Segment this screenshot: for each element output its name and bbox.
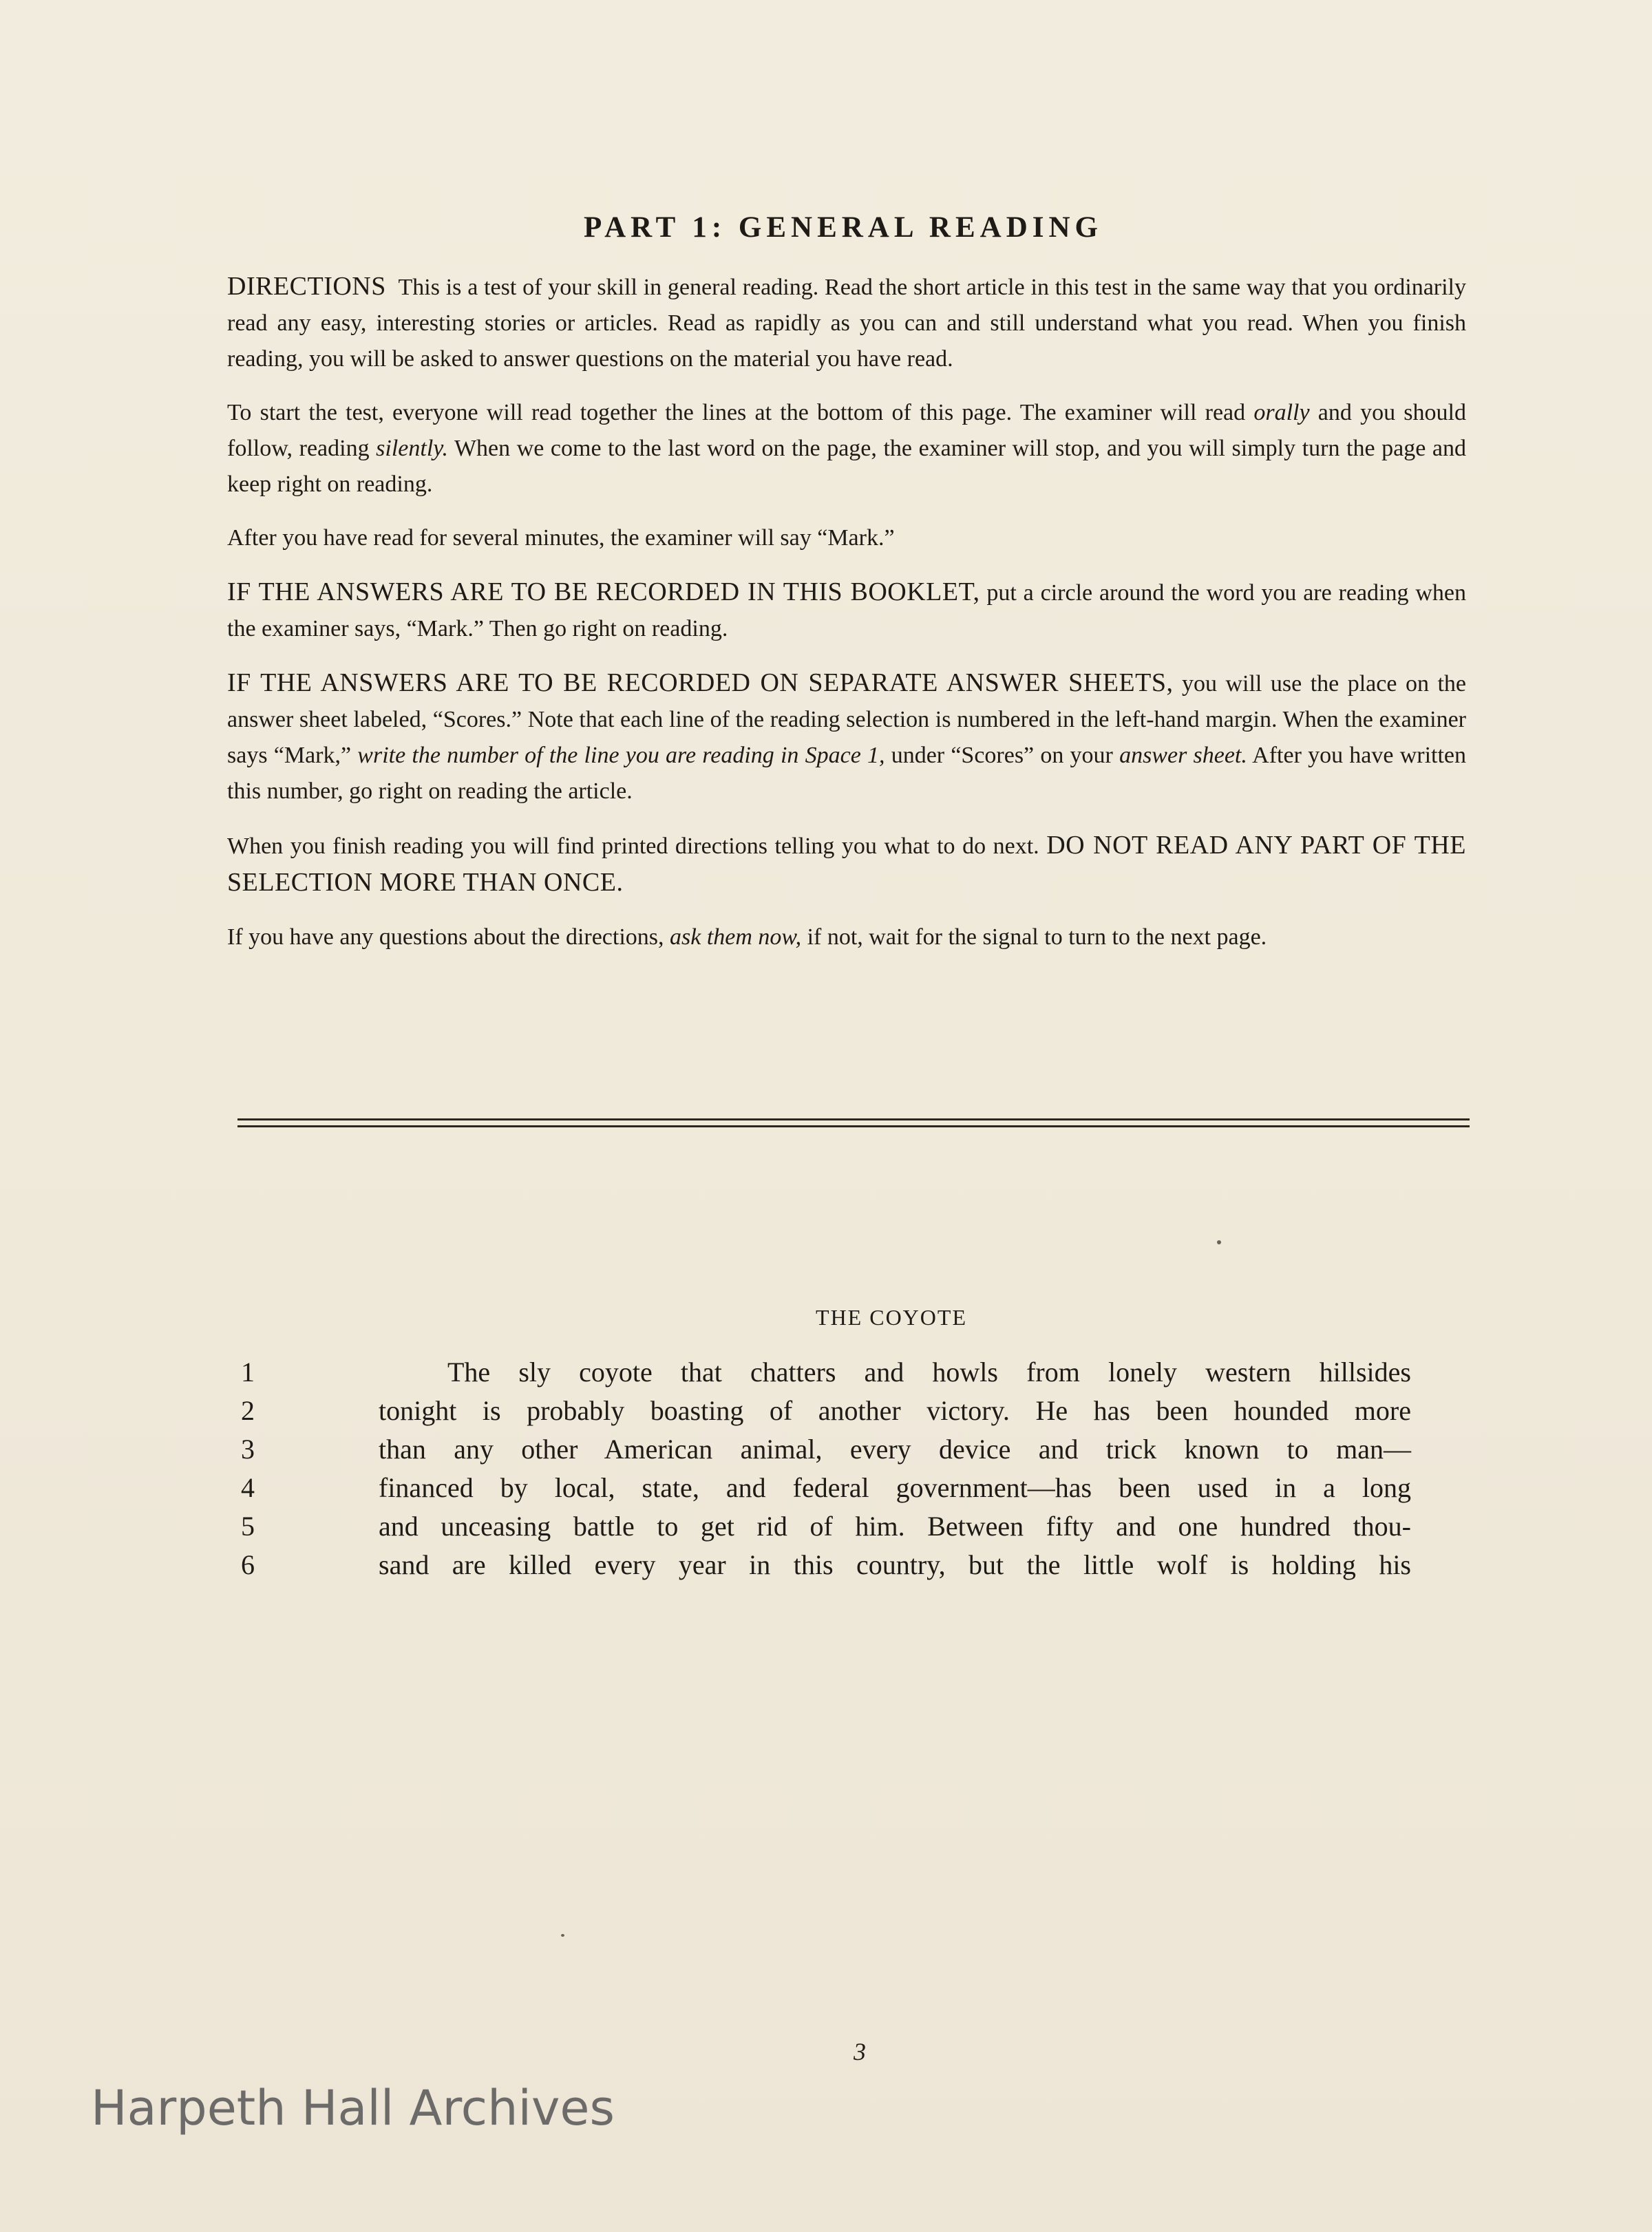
reading-selection (227, 1353, 1411, 1584)
do-not-read-warning: DO NOT READ ANY PART OF THE SELECTION MORE THAN ONCE. (227, 831, 1466, 897)
paper-speck (561, 1934, 564, 1937)
directions-text: put a circle around the word you are reading when the examiner says, “Mark.” Then go right on reading. (227, 580, 1467, 641)
line-text: and unceasing battle to get rid of him. Between fifty and one hundred thou- (379, 1511, 1411, 1542)
story-line (227, 1507, 1411, 1546)
answer-sheet-heading: IF THE ANSWERS ARE TO BE RECORDED ON SEPARATE ANSWER SHEETS, (227, 668, 1174, 697)
emphasis-answer-sheet: answer sheet. (1119, 743, 1247, 768)
emphasis-orally: orally (1253, 400, 1310, 425)
rule-line-top (237, 1118, 1470, 1120)
line-number: 6 (241, 1549, 255, 1580)
story-line (227, 1469, 1411, 1507)
emphasis-ask-now: ask them now, (670, 924, 802, 950)
directions-text: After you have written this number, go right on reading the article. (227, 743, 1466, 804)
directions-section (227, 268, 1466, 973)
page-number: 3 (854, 2038, 866, 2065)
line-number: 3 (241, 1434, 255, 1465)
emphasis-silently: silently. (376, 436, 448, 461)
directions-paragraph-3: After you have read for several minutes, the examiner will say “Mark.” (227, 525, 895, 551)
booklet-heading: IF THE ANSWERS ARE TO BE RECORDED IN THIS BOOKLET, (227, 577, 980, 606)
story-line (227, 1430, 1411, 1469)
story-title: THE COYOTE (816, 1305, 967, 1330)
line-text: financed by local, state, and federal government—has been used in a long (379, 1472, 1411, 1503)
double-rule-divider (237, 1118, 1470, 1128)
line-number: 1 (241, 1357, 255, 1388)
directions-paragraph-4 (227, 574, 1466, 647)
line-text: tonight is probably boasting of another victory. He has been hounded more (379, 1395, 1411, 1426)
rule-line-bottom (237, 1125, 1470, 1127)
directions-text: If you have any questions about the directions, (227, 924, 670, 950)
directions-text: if not, wait for the signal to turn to the next page. (801, 924, 1267, 950)
directions-paragraph-5 (227, 665, 1466, 809)
line-text: sand are killed every year in this country, but the little wolf is holding his (379, 1549, 1411, 1580)
directions-paragraph-2 (227, 395, 1466, 502)
directions-paragraph-7 (227, 920, 1466, 955)
story-line (227, 1392, 1411, 1430)
directions-text: under “Scores” on your (885, 743, 1120, 768)
directions-lead: DIRECTIONS (227, 272, 386, 301)
line-text: than any other American animal, every device and trick known to man— (379, 1434, 1411, 1465)
directions-paragraph-6 (227, 827, 1466, 902)
emphasis-write-line: write the number of the line you are reading in Space 1, (357, 743, 885, 768)
paper-speck (1217, 1240, 1221, 1244)
directions-text: To start the test, everyone will read together the lines at the bottom of this page. The examiner will read (227, 400, 1254, 425)
story-line (227, 1546, 1411, 1584)
archive-watermark: Harpeth Hall Archives (91, 2080, 615, 2136)
directions-text: When you finish reading you will find printed directions telling you what to do next. (227, 833, 1047, 859)
line-number: 2 (241, 1395, 255, 1426)
directions-text: This is a test of your skill in general reading. Read the short article in this test in the same way that you ordinarily read any easy, interesting stories or articles. Read as rapidly as you can and still understand what you read. When you finish reading, you will be asked to answer questions on the material you have read. (227, 275, 1466, 372)
directions-text: and you should follow, reading (227, 400, 1466, 461)
line-number: 5 (241, 1511, 255, 1542)
directions-text: you will use the place on the answer sheet labeled, “Scores.” Note that each line of the reading selection is numbered in the left-hand margin. When the examiner says “Mark,” (227, 671, 1466, 768)
line-text: The sly coyote that chatters and howls from lonely western hillsides (447, 1357, 1411, 1388)
story-line (227, 1353, 1411, 1392)
line-number: 4 (241, 1472, 255, 1503)
part-title: PART 1: GENERAL READING (584, 211, 1103, 244)
directions-text: When we come to the last word on the page, the examiner will stop, and you will simply turn the page and keep right on reading. (227, 436, 1467, 497)
directions-paragraph-1 (227, 268, 1466, 377)
